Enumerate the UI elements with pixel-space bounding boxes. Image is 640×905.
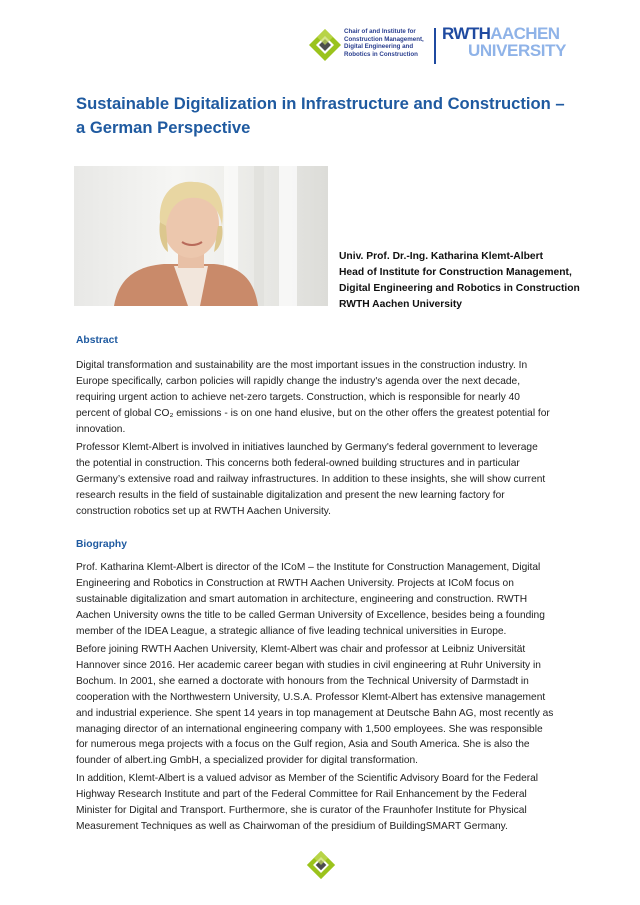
text-line: founder of albert.ing GmbH, a specialized provider for digital transformation.: [76, 755, 419, 767]
biography-paragraph: [76, 560, 568, 640]
text-line: sustainable digitalization and smart automation in architecture, engineering and construction. RWTH: [76, 593, 528, 605]
page-header: [308, 24, 568, 66]
text-line: member of the IDEA League, a strategic alliance of five leading technical universities in Europe.: [76, 625, 507, 637]
biography-heading: Biography: [76, 539, 127, 550]
text-line: percent of global CO₂ emissions - is on one hand elusive, but on the other offers the greatest potential for: [76, 407, 550, 419]
text-line: In addition, Klemt-Albert is a valued advisor as Member of the Scientific Advisory Board for the Federal: [76, 773, 539, 784]
text-line: research results in the field of sustainable digitalization and present the new learning factory for: [76, 489, 505, 501]
text-line: managing director of an international engineering company with 1,500 employees. She was responsible: [76, 723, 543, 735]
text-line: innovation.: [76, 423, 126, 435]
abstract-paragraph: [76, 440, 568, 520]
chair-line: Chair of and Institute for: [344, 28, 416, 35]
chair-name: [344, 28, 434, 58]
text-line: construction robotics set up at RWTH Aachen University.: [76, 505, 331, 517]
text-line: requiring urgent action to achieve net-zero targets. Construction, which is responsible for nearly 40: [76, 391, 520, 403]
rwth-wordmark: RWTH: [442, 24, 491, 43]
text-line: Before joining RWTH Aachen University, Klemt-Albert was chair and professor at Leibniz Universität: [76, 644, 526, 655]
text-line: Digital transformation and sustainability are the most important issues in the construction industry. In: [76, 360, 528, 371]
chair-line: Construction Management,: [344, 35, 424, 43]
text-line: Measurement Techniques as well as Chairwoman of the presidium of BuildingSMART Germany.: [76, 820, 508, 832]
biography-paragraph: [76, 771, 568, 835]
author-name: Univ. Prof. Dr.-Ing. Katharina Klemt-Albert: [339, 251, 544, 262]
text-line: Bochum. In 2001, she earned a doctorate with honours from the Technical University of Darmstadt in: [76, 675, 529, 687]
chair-line: Robotics in Construction: [344, 50, 418, 58]
abstract-heading: Abstract: [76, 335, 118, 346]
university-logo-line1: [442, 26, 559, 42]
aachen-wordmark: AACHEN: [490, 24, 560, 43]
text-line: for numerous mega projects with a focus on the Gulf region, Asia and South America. She is also the: [76, 739, 530, 751]
text-line: and industrial experience. She spent 14 years in top management at Deutsche Bahn AG, most recently as: [76, 707, 554, 719]
biography-paragraph: [76, 642, 568, 769]
text-line: Germany’s extensive road and railway infrastructures. In addition to these insights, she will show current: [76, 473, 546, 485]
institute-logo-icon: [308, 28, 342, 62]
author-block: [339, 249, 579, 313]
text-line: Minister for Digital and Transport. Furthermore, she is curator of the Fraunhofer Institute for Physical: [76, 804, 527, 816]
university-logo-line2: UNIVERSITY: [468, 41, 567, 60]
author-position: Head of Institute for Construction Management,: [339, 267, 572, 278]
text-line: the potential in construction. This concerns both federal-owned building structures and in particular: [76, 457, 520, 469]
author-position: Digital Engineering and Robotics in Construction: [339, 283, 580, 294]
text-line: Engineering and Robotics in Construction at RWTH Aachen University. Projects at ICoM focus on: [76, 577, 514, 589]
text-line: Prof. Katharina Klemt-Albert is director of the ICoM – the Institute for Construction Management, Digital: [76, 562, 541, 573]
header-divider: [434, 28, 436, 64]
author-affiliation: RWTH Aachen University: [339, 299, 463, 310]
text-line: cooperation with the Northwestern University, U.S.A. Professor Klemt-Albert has extensive management: [76, 691, 546, 703]
document-title: Sustainable Digitalization in Infrastructure and Construction – a German Perspective: [76, 94, 565, 137]
abstract-paragraph: [76, 358, 568, 438]
footer-logo-icon: [306, 850, 336, 880]
text-line: Hannover since 2016. Her academic career began with studies in civil engineering at Ruhr University in: [76, 659, 541, 671]
author-portrait: [74, 166, 328, 306]
chair-line: Digital Engineering and: [344, 43, 414, 51]
text-line: Europe specifically, carbon policies will rapidly change the industry's agenda over the next decade,: [76, 375, 521, 387]
portrait-illustration: [74, 166, 328, 306]
text-line: Highway Research Institute and part of the Federal Committee for Rail Enhancement by the Federal: [76, 788, 527, 800]
text-line: Professor Klemt-Albert is involved in initiatives launched by Germany's federal government to leverage: [76, 442, 538, 453]
text-line: Aachen University owns the title to be called German University of Excellence, besides being a founding: [76, 609, 545, 621]
